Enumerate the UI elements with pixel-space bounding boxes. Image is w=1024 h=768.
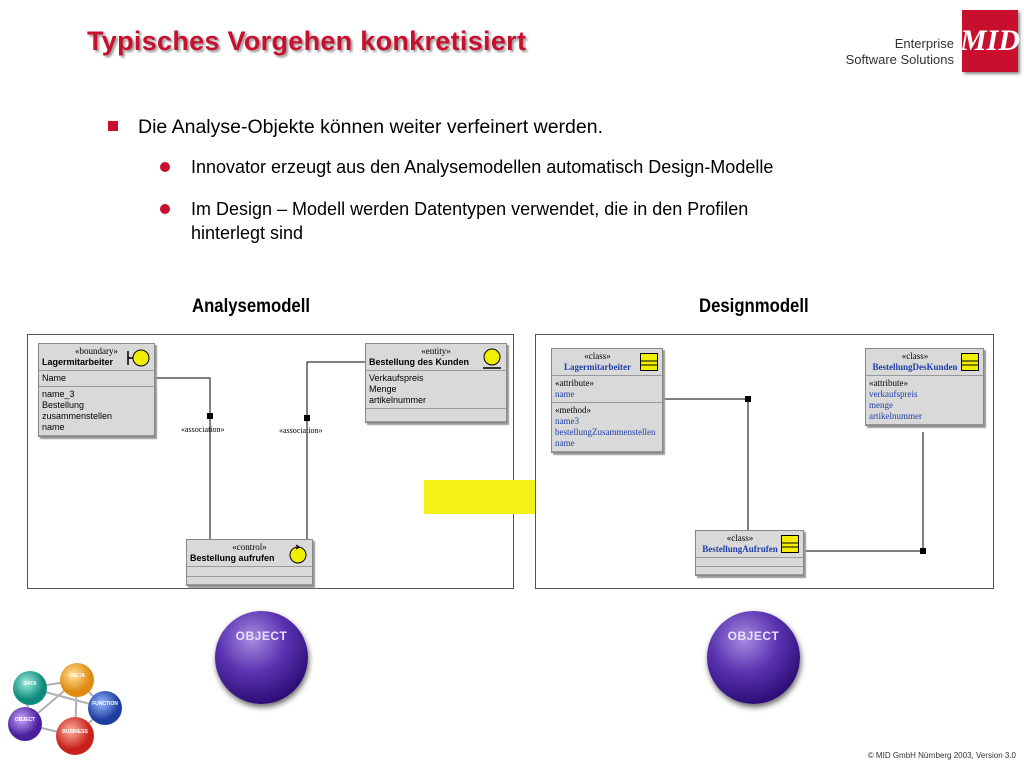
object-sphere-right (707, 611, 800, 704)
brand-line-1: Enterprise (894, 36, 954, 51)
attributes (552, 376, 662, 403)
delta-label: DELTA (69, 673, 85, 679)
class-icon (640, 353, 658, 371)
operation: Bestellung (42, 400, 85, 410)
attribute: Menge (369, 384, 397, 394)
mid-logo: MID (962, 10, 1018, 72)
bullet-sub-1 (160, 155, 773, 179)
attribute: artikelnummer (869, 411, 922, 421)
class-entity-bestellung-des-kunden[interactable] (365, 343, 507, 423)
attribute: verkaufspreis (869, 389, 918, 399)
object-label: OBJECT (14, 717, 36, 723)
function-node (88, 691, 122, 725)
class-icon (781, 535, 799, 553)
methods (552, 403, 662, 452)
bullet-sub-2-line1: Im Design – Modell werden Datentypen verwendet, die in den Profilen (191, 199, 749, 219)
data-node (13, 671, 47, 705)
class-name: Bestellung des Kunden (369, 357, 470, 367)
method: bestellungZusammenstellen (555, 427, 656, 437)
business-node (56, 717, 94, 755)
methods (696, 567, 803, 575)
function-label: FUNCTION (92, 701, 118, 707)
attributes (696, 558, 803, 567)
class-name: Bestellung aufrufen (190, 553, 275, 563)
operations (187, 577, 312, 585)
delta-node (60, 663, 94, 697)
class-name: Lagermitarbeiter (42, 357, 114, 367)
object-node (8, 707, 42, 741)
bullet-main (108, 116, 603, 139)
method-stereotype: «method» (555, 405, 591, 415)
operations (366, 409, 506, 422)
method: name3 (555, 416, 579, 426)
attribute: artikelnummer (369, 395, 427, 405)
control-icon (287, 543, 309, 565)
attributes (366, 371, 506, 409)
class-name: BestellungAufrufen (702, 544, 778, 554)
class-control-bestellung-aufrufen[interactable] (186, 539, 313, 586)
class-boundary-lagermitarbeiter[interactable] (38, 343, 155, 437)
footer-copyright: © MID GmbH Nürnberg 2003, Version 3.0 (867, 751, 1016, 760)
method: name (555, 438, 575, 448)
association-label: «association» (279, 426, 323, 435)
bullet-sub-2-line2: hinterlegt sind (191, 223, 304, 243)
brand-line-2: Software Solutions (845, 52, 954, 67)
stereotype: «boundary» (75, 346, 118, 356)
attribute-stereotype: «attribute» (555, 378, 594, 388)
stereotype: «class» (584, 351, 611, 361)
attribute: menge (869, 400, 893, 410)
stereotype: «class» (901, 351, 929, 361)
operation: name (42, 422, 65, 432)
entity-icon (481, 348, 503, 370)
stereotype: «entity» (421, 346, 451, 356)
attribute: Verkaufspreis (369, 373, 424, 383)
sphere-label: OBJECT (235, 629, 288, 643)
operations (39, 387, 154, 436)
brand-text (846, 36, 954, 68)
class-name: BestellungDesKunden (872, 362, 958, 372)
analyse-heading: Analysemodell (192, 296, 311, 317)
class-bestellung-aufrufen[interactable] (695, 530, 804, 576)
attribute: Name (39, 371, 154, 387)
sphere-label: OBJECT (727, 629, 780, 643)
object-sphere-left (215, 611, 308, 704)
class-lagermitarbeiter[interactable] (551, 348, 663, 453)
attribute-stereotype: «attribute» (869, 378, 908, 388)
class-bestellung-des-kunden[interactable] (865, 348, 984, 426)
design-heading: Designmodell (699, 296, 809, 317)
bullet-sub-2 (160, 197, 748, 245)
class-icon (961, 353, 979, 371)
class-name: Lagermitarbeiter (564, 362, 631, 372)
design-diagram (535, 334, 994, 589)
slide-title: Typisches Vorgehen konkretisiert (87, 26, 527, 56)
boundary-icon (125, 348, 151, 368)
operation: zusammenstellen (42, 411, 113, 421)
attributes (866, 376, 983, 425)
attribute: name (555, 389, 575, 399)
bullet-main-text: Die Analyse-Objekte können weiter verfeinert werden. (138, 116, 603, 138)
data-label: DATA (23, 681, 37, 687)
stereotype: «class» (726, 533, 754, 543)
operation: name_3 (42, 389, 75, 399)
bullet-sub-1-text: Innovator erzeugt aus den Analysemodellen automatisch Design-Modelle (191, 157, 774, 177)
stereotype: «control» (232, 542, 267, 552)
attributes (187, 567, 312, 577)
business-label: BUSINESS (62, 729, 88, 735)
network-logo (5, 660, 130, 765)
analyse-diagram (27, 334, 514, 589)
association-label: «association» (181, 425, 225, 434)
